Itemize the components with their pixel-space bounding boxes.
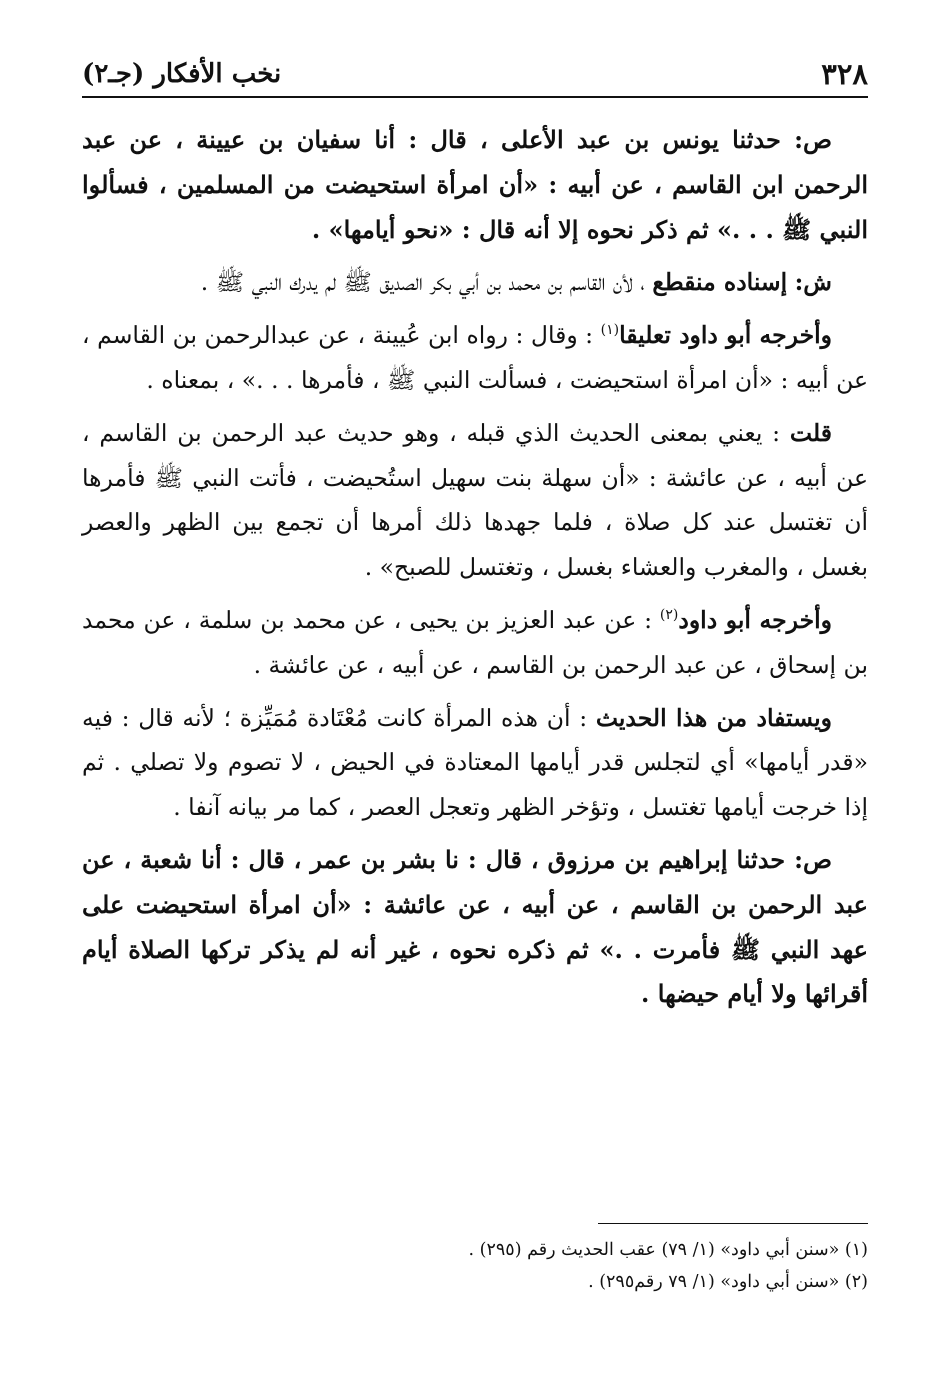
paragraph-commentary-1 <box>82 260 868 305</box>
page-header <box>82 52 868 98</box>
paragraph-text: : عن عبد العزيز بن يحيى ، عن محمد بن سلمة ، عن محمد بن إسحاق ، عن عبد الرحمن بن القاسم ، عن أبيه ، عن عائشة . <box>82 605 868 679</box>
paragraph-text: : يعني بمعنى الحديث الذي قبله ، وهو حديث عبد الرحمن بن القاسم ، عن أبيه ، عن عائشة : «أن سهلة بنت سهيل استُحيضت ، فأتت النبي ﷺ فأمرها أن تغتسل عند كل صلاة ، فلما جهدها ذلك أمرها أن تجمع بين الظهر والعصر بغسل ، والمغرب والعشاء بغسل ، وتغتسل للصبح» . <box>82 418 868 582</box>
paragraph-lead: ويستفاد من هذا الحديث <box>595 703 832 732</box>
footnote-2: (٢) «سنن أبي داود» (١/ ٧٩ رقم٢٩٥) . <box>588 1272 868 1292</box>
footnote-divider <box>598 1223 868 1224</box>
paragraph-marker: ش: <box>794 268 832 297</box>
footnote-ref[interactable]: (٢) <box>659 607 679 624</box>
paragraph-benefit <box>82 696 868 830</box>
paragraph-lead: وأخرجه أبو داود <box>678 605 832 634</box>
paragraph-hadith-1 <box>82 118 868 252</box>
paragraph-lead: قلت <box>789 418 832 447</box>
running-title: نخب الأفكار (جـ٢) <box>82 59 282 89</box>
page-body <box>82 118 868 1025</box>
footnotes <box>82 1234 868 1298</box>
paragraph-hadith-2 <box>82 838 868 1017</box>
page-number: ٣٢٨ <box>821 57 868 91</box>
paragraph-text: : وقال : رواه ابن عُيينة ، عن عبدالرحمن بن القاسم ، عن أبيه : «أن امرأة استحيضت ، فسألت النبي ﷺ ، فأمرها . . .» ، بمعناه . <box>82 321 868 394</box>
paragraph-text: حدثنا إبراهيم بن مرزوق ، قال : نا بشر بن عمر ، قال : أنا شعبة ، عن عبد الرحمن بن القاسم ، عن أبيه ، عن عائشة : «أن امرأة استحيضت على عهد النبي ﷺ فأمرت . .» ثم ذكره نحوه ، غير أنه لم يذكر تركها الصلاة أيام أقرائها ولا أيام حيضها . <box>82 844 868 1009</box>
paragraph-text: : أن هذه المرأة كانت مُعْتَادة مُمَيِّزة ؛ لأنه قال : فيه «قدر أيامها» أي لتجلس قدر أيامها المعتادة في الحيض ، لا تصوم ولا تصلي . ثم إذا خرجت أيامها تغتسل ، وتؤخر الظهر وتعجل العصر ، كما مر بيانه آنفا . <box>82 703 868 822</box>
paragraph-lead: إسناده منقطع <box>652 268 788 297</box>
paragraph-qultu <box>82 411 868 590</box>
paragraph-marker: ص: <box>794 844 832 874</box>
paragraph-marker: ص: <box>794 125 833 154</box>
paragraph-text: حدثنا يونس بن عبد الأعلى ، قال : أنا سفيان بن عيينة ، عن عبد الرحمن ابن القاسم ، عن أبيه : «أن امرأة استحيضت من المسلمين ، فسألوا النبي ﷺ . . .» ثم ذكر نحوه إلا أنه قال : «نحو أيامها» . <box>82 125 868 244</box>
paragraph-text: ، لأن القاسم بن محمد بن أبي بكر الصديق ﷺ لم يدرك النبي ﷺ . <box>200 268 645 297</box>
footnote-1: (١) «سنن أبي داود» (١/ ٧٩) عقب الحديث رقم (٢٩٥) . <box>468 1240 868 1260</box>
footnote-ref[interactable]: (١) <box>600 322 620 339</box>
paragraph-lead: وأخرجه أبو داود تعليقا <box>619 321 832 350</box>
paragraph-abu-dawud-taliq <box>82 313 868 403</box>
paragraph-abu-dawud <box>82 598 868 688</box>
